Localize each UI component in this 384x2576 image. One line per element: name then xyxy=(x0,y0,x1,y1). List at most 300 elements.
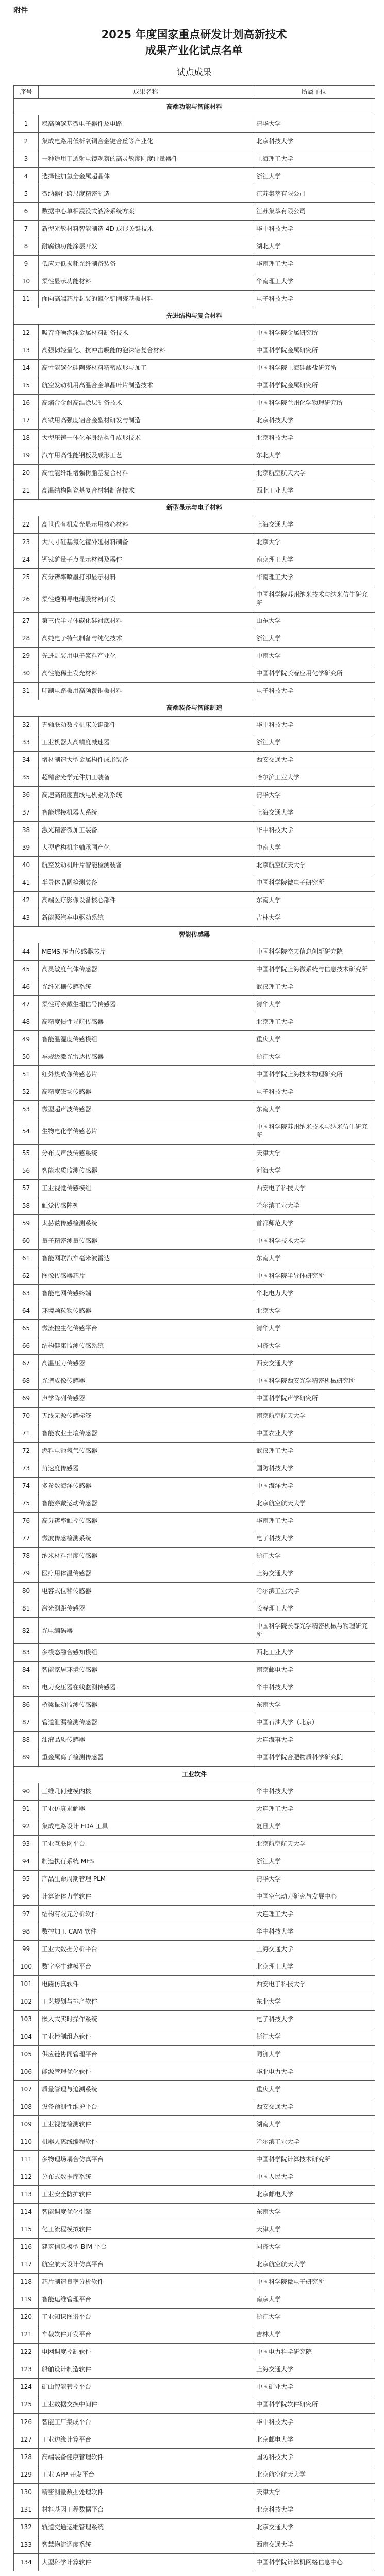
row-index: 114 xyxy=(14,2204,39,2221)
row-index: 65 xyxy=(14,1320,39,1337)
table-row xyxy=(14,516,375,534)
column-header-unit: 所属单位 xyxy=(253,86,375,99)
table-row xyxy=(14,1853,375,1871)
affiliation: 中国科学院微电子研究所 xyxy=(253,874,375,892)
row-index: 113 xyxy=(14,2186,39,2204)
achievement-name: 产品生命周期管理 PLM xyxy=(39,1871,253,1888)
affiliation: 浙江大学 xyxy=(253,630,375,648)
achievement-name: 集成电路用低析氧铜合金键合丝等产业化 xyxy=(39,133,253,150)
row-index: 47 xyxy=(14,996,39,1013)
affiliation: 华南理工大学 xyxy=(253,1513,375,1530)
achievement-name: 数字孪生建模平台 xyxy=(39,1958,253,1976)
affiliation: 中国农业大学 xyxy=(253,1425,375,1443)
affiliation: 重庆大学 xyxy=(253,1031,375,1048)
title-line-2: 成果产业化试点名单 xyxy=(145,44,243,57)
achievement-name: 工业 APP 开发平台 xyxy=(39,2466,253,2484)
affiliation: 中国科学院上海技术物理研究所 xyxy=(253,1066,375,1083)
row-index: 67 xyxy=(14,1355,39,1372)
row-index: 86 xyxy=(14,1697,39,1714)
column-header-index: 序号 xyxy=(14,86,39,99)
affiliation: 电子科技大学 xyxy=(253,683,375,700)
row-index: 89 xyxy=(14,1749,39,1767)
achievement-name: 量子精密测量传感器 xyxy=(39,1232,253,1250)
achievement-name: 吸音降噪泡沫金属材料制备技术 xyxy=(39,325,253,342)
row-index: 106 xyxy=(14,2063,39,2081)
table-row xyxy=(14,291,375,308)
affiliation: 中国科学院金属研究所 xyxy=(253,377,375,395)
affiliation: 电子科技大学 xyxy=(253,1530,375,1548)
table-row xyxy=(14,1285,375,1302)
affiliation: 北京航空航天大学 xyxy=(253,2466,375,2484)
table-row xyxy=(14,1513,375,1530)
achievement-name: 燃料电池氢气传感器 xyxy=(39,1443,253,1460)
table-row xyxy=(14,1958,375,1976)
achievement-name: 供应链协同管理平台 xyxy=(39,2046,253,2063)
achievement-name: 高分辨率触控传感器 xyxy=(39,1513,253,1530)
affiliation: 西南交通大学 xyxy=(253,2536,375,2554)
row-index: 57 xyxy=(14,1180,39,1197)
row-index: 71 xyxy=(14,1425,39,1443)
achievement-name: 高温结构陶瓷基复合材料制备技术 xyxy=(39,482,253,500)
row-index: 101 xyxy=(14,1976,39,1993)
row-index: 94 xyxy=(14,1853,39,1871)
table-row xyxy=(14,325,375,342)
achievement-name: 嵌入式实时操作系统 xyxy=(39,2011,253,2028)
affiliation: 大连海事大学 xyxy=(253,1732,375,1749)
row-index: 70 xyxy=(14,1408,39,1425)
affiliation: 浙江大学 xyxy=(253,168,375,185)
table-row xyxy=(14,2449,375,2466)
table-row xyxy=(14,1320,375,1337)
achievement-name: 工业边缘计算平台 xyxy=(39,2431,253,2449)
row-index: 95 xyxy=(14,1871,39,1888)
achievement-name: 智能家居环境传感器 xyxy=(39,1662,253,1679)
affiliation: 西北工业大学 xyxy=(253,1644,375,1662)
row-index: 54 xyxy=(14,1118,39,1145)
row-index: 30 xyxy=(14,665,39,683)
row-index: 52 xyxy=(14,1083,39,1101)
affiliation: 重庆大学 xyxy=(253,2081,375,2098)
affiliation: 中南大学 xyxy=(253,839,375,857)
achievement-name: 制造执行系统 MES xyxy=(39,1853,253,1871)
row-index: 9 xyxy=(14,256,39,273)
table-row xyxy=(14,613,375,630)
table-row xyxy=(14,943,375,961)
row-index: 133 xyxy=(14,2536,39,2554)
row-index: 131 xyxy=(14,2501,39,2519)
row-index: 29 xyxy=(14,648,39,665)
achievement-name: 高世代有机发光显示用核心材料 xyxy=(39,516,253,534)
table-row xyxy=(14,857,375,874)
achievement-name: 医疗用体温传感器 xyxy=(39,1565,253,1583)
row-index: 7 xyxy=(14,221,39,238)
affiliation: 南京大学 xyxy=(253,2291,375,2309)
table-row xyxy=(14,1618,375,1644)
table-body xyxy=(14,99,375,2571)
table-row xyxy=(14,395,375,412)
row-index: 122 xyxy=(14,2344,39,2361)
achievement-name: 第三代半导体碳化硅衬底材料 xyxy=(39,613,253,630)
affiliation: 上海交通大学 xyxy=(253,1565,375,1583)
row-index: 28 xyxy=(14,630,39,648)
table-row xyxy=(14,1871,375,1888)
table-row xyxy=(14,2291,375,2309)
table-row xyxy=(14,2326,375,2344)
table-row xyxy=(14,482,375,500)
achievement-name: 高灵敏度气体传感器 xyxy=(39,961,253,978)
table-row xyxy=(14,221,375,238)
table-row xyxy=(14,168,375,185)
row-index: 110 xyxy=(14,2133,39,2151)
table-row xyxy=(14,1215,375,1232)
table-row xyxy=(14,1355,375,1372)
achievement-name: 大尺寸硅基氮化镓外延材料制备 xyxy=(39,534,253,551)
table-row xyxy=(14,2239,375,2256)
table-row xyxy=(14,551,375,569)
table-row xyxy=(14,1250,375,1267)
achievement-name: 工业控制组态软件 xyxy=(39,2028,253,2046)
achievement-name: 光电编码器 xyxy=(39,1618,253,1644)
achievement-name: 无线无源传感标签 xyxy=(39,1408,253,1425)
achievement-name: 耐腐蚀功能涂层开发 xyxy=(39,238,253,256)
affiliation: 中国科学院半导体研究所 xyxy=(253,1267,375,1285)
affiliation: 国防科技大学 xyxy=(253,2449,375,2466)
achievement-name: 触觉传感阵列 xyxy=(39,1197,253,1215)
achievement-name: 高性能稀土发光材料 xyxy=(39,665,253,683)
affiliation: 北京理工大学 xyxy=(253,1958,375,1976)
affiliation: 哈尔滨工业大学 xyxy=(253,769,375,787)
achievement-name: 低应力低损耗光纤制备装备 xyxy=(39,256,253,273)
row-index: 128 xyxy=(14,2449,39,2466)
row-index: 108 xyxy=(14,2098,39,2116)
row-index: 63 xyxy=(14,1285,39,1302)
row-index: 73 xyxy=(14,1460,39,1478)
achievement-name: 轨道交通运维管理系统 xyxy=(39,2519,253,2536)
row-index: 53 xyxy=(14,1101,39,1118)
table-row xyxy=(14,2116,375,2133)
affiliation: 长春理工大学 xyxy=(253,1600,375,1618)
table-row xyxy=(14,1993,375,2011)
row-index: 33 xyxy=(14,734,39,752)
affiliation: 华南理工大学 xyxy=(253,273,375,291)
affiliation: 北京邮电大学 xyxy=(253,2431,375,2449)
achievement-name: 多物理场耦合仿真平台 xyxy=(39,2151,253,2168)
table-section-row xyxy=(14,1767,375,1783)
table-row xyxy=(14,1443,375,1460)
table-row xyxy=(14,2151,375,2168)
table-row xyxy=(14,1530,375,1548)
achievement-name: 工业数据交换中间件 xyxy=(39,2396,253,2414)
affiliation: 东南大学 xyxy=(253,2204,375,2221)
affiliation: 中国科学院合肥物质科学研究院 xyxy=(253,1749,375,1767)
affiliation: 天津大学 xyxy=(253,2221,375,2239)
table-row xyxy=(14,1495,375,1513)
affiliation: 天津大学 xyxy=(253,1145,375,1162)
achievement-name: 建筑信息模型 BIM 平台 xyxy=(39,2239,253,2256)
achievement-name: 桥梁振动监测传感器 xyxy=(39,1697,253,1714)
achievement-name: 管道泄漏检测传感器 xyxy=(39,1714,253,1732)
achievement-name: 五轴联动数控机床关键部件 xyxy=(39,717,253,734)
row-index: 83 xyxy=(14,1644,39,1662)
affiliation: 大连理工大学 xyxy=(253,1801,375,1818)
affiliation: 中国科学院西安光学精密机械研究所 xyxy=(253,1372,375,1390)
affiliation: 江苏集萃有限公司 xyxy=(253,185,375,203)
table-row xyxy=(14,1697,375,1714)
affiliation: 上海理工大学 xyxy=(253,150,375,168)
affiliation: 东北大学 xyxy=(253,1993,375,2011)
affiliation: 中国科学院苏州纳米技术与纳米仿生研究所 xyxy=(253,1118,375,1145)
table-row xyxy=(14,804,375,822)
affiliation: 华中科技大学 xyxy=(253,717,375,734)
achievement-name: 化工流程模拟软件 xyxy=(39,2221,253,2239)
table-row xyxy=(14,2168,375,2186)
achievement-name: 能源管理优化软件 xyxy=(39,2063,253,2081)
row-index: 82 xyxy=(14,1618,39,1644)
row-index: 45 xyxy=(14,961,39,978)
table-row xyxy=(14,2396,375,2414)
row-index: 88 xyxy=(14,1732,39,1749)
affiliation: 华北电力大学 xyxy=(253,2063,375,2081)
row-index: 119 xyxy=(14,2291,39,2309)
table-row xyxy=(14,1801,375,1818)
achievement-name: 智能运维管理平台 xyxy=(39,2291,253,2309)
achievement-name: 智能网联汽车毫米波雷达 xyxy=(39,1250,253,1267)
table-row xyxy=(14,1145,375,1162)
affiliation: 上海交通大学 xyxy=(253,1941,375,1958)
row-index: 23 xyxy=(14,534,39,551)
row-index: 18 xyxy=(14,430,39,447)
affiliation: 中国科学院兰州化学物理研究所 xyxy=(253,395,375,412)
achievement-name: 电磁仿真软件 xyxy=(39,1976,253,1993)
achievement-name: 高铁用高强度铝合金型材研发与制造 xyxy=(39,412,253,430)
affiliation: 复旦大学 xyxy=(253,1818,375,1836)
table-row xyxy=(14,2344,375,2361)
row-index: 129 xyxy=(14,2466,39,2484)
section-title: 高端功能与智能材料 xyxy=(14,99,375,115)
row-index: 26 xyxy=(14,586,39,613)
table-row xyxy=(14,1267,375,1285)
row-index: 85 xyxy=(14,1679,39,1697)
affiliation: 东南大学 xyxy=(253,892,375,909)
row-index: 80 xyxy=(14,1583,39,1600)
table-row xyxy=(14,2274,375,2291)
row-index: 77 xyxy=(14,1530,39,1548)
affiliation: 大连理工大学 xyxy=(253,1906,375,1923)
table-row xyxy=(14,430,375,447)
table-section-row xyxy=(14,500,375,516)
table-row xyxy=(14,1460,375,1478)
achievement-name: 智能电网传感终端 xyxy=(39,1285,253,1302)
affiliation: 清华大学 xyxy=(253,1320,375,1337)
row-index: 22 xyxy=(14,516,39,534)
row-index: 69 xyxy=(14,1390,39,1408)
row-index: 64 xyxy=(14,1302,39,1320)
document-title xyxy=(13,27,375,59)
row-index: 24 xyxy=(14,551,39,569)
affiliation: 中国科学院上海硅酸盐研究所 xyxy=(253,360,375,377)
achievement-name: 工业互联网平台 xyxy=(39,1836,253,1853)
table-row xyxy=(14,1565,375,1583)
affiliation: 中南大学 xyxy=(253,648,375,665)
affiliation: 清华大学 xyxy=(253,787,375,804)
affiliation: 北京邮电大学 xyxy=(253,2186,375,2204)
achievement-name: 计算流体力学软件 xyxy=(39,1888,253,1906)
row-index: 87 xyxy=(14,1714,39,1732)
achievement-name: 新型光敏材料智能制造 4D 成形关键技术 xyxy=(39,221,253,238)
row-index: 14 xyxy=(14,360,39,377)
achievement-name: 高端装备健康管理软件 xyxy=(39,2449,253,2466)
row-index: 97 xyxy=(14,1906,39,1923)
achievement-name: 大型科学计算软件 xyxy=(39,2554,253,2571)
row-index: 76 xyxy=(14,1513,39,1530)
title-line-1: 2025 年度国家重点研发计划高新技术 xyxy=(101,28,287,41)
achievement-name: 纳米材料湿度传感器 xyxy=(39,1548,253,1565)
affiliation: 武汉理工大学 xyxy=(253,1443,375,1460)
achievement-name: 工业大数据分析平台 xyxy=(39,1941,253,1958)
table-row xyxy=(14,665,375,683)
table-row xyxy=(14,1372,375,1390)
table-row xyxy=(14,273,375,291)
row-index: 125 xyxy=(14,2396,39,2414)
table-row xyxy=(14,1425,375,1443)
table-row xyxy=(14,2466,375,2484)
affiliation: 中国科学院软件研究所 xyxy=(253,2396,375,2414)
achievement-name: 一种适用于透射电镜观察的高灵敏度刚度计量器件 xyxy=(39,150,253,168)
affiliation: 中国科学院长春光学精密机械与物理研究所 xyxy=(253,1618,375,1644)
table-row xyxy=(14,2221,375,2239)
achievement-name: 设备预测性维护平台 xyxy=(39,2098,253,2116)
affiliation: 北京科技大学 xyxy=(253,2501,375,2519)
table-row xyxy=(14,839,375,857)
achievement-name: 航空航天设计仿真平台 xyxy=(39,2256,253,2274)
table-row xyxy=(14,115,375,133)
table-row xyxy=(14,1232,375,1250)
affiliation: 中国科学院上海微系统与信息技术研究所 xyxy=(253,961,375,978)
row-index: 118 xyxy=(14,2274,39,2291)
affiliation: 中国科学院长春应用化学研究所 xyxy=(253,665,375,683)
achievement-name: 面向高端芯片封装的氮化铝陶瓷基板材料 xyxy=(39,291,253,308)
affiliation: 哈尔滨工业大学 xyxy=(253,1197,375,1215)
row-index: 59 xyxy=(14,1215,39,1232)
affiliation: 中国海洋大学 xyxy=(253,1478,375,1495)
table-row xyxy=(14,2133,375,2151)
attachment-label: 附件 xyxy=(13,7,28,15)
affiliation: 吉林大学 xyxy=(253,2326,375,2344)
section-title: 工业软件 xyxy=(14,1767,375,1783)
section-title: 先进结构与复合材料 xyxy=(14,308,375,325)
column-header-name: 成果名称 xyxy=(39,86,253,99)
table-row xyxy=(14,2046,375,2063)
achievement-name: 太赫兹传感检测系统 xyxy=(39,1215,253,1232)
affiliation: 南京邮电大学 xyxy=(253,1662,375,1679)
affiliation: 华南理工大学 xyxy=(253,569,375,586)
table-row xyxy=(14,1923,375,1941)
affiliation: 中国石油大学（北京） xyxy=(253,1714,375,1732)
affiliation: 北京科技大学 xyxy=(253,412,375,430)
affiliation: 浙江大学 xyxy=(253,1853,375,1871)
table-row xyxy=(14,1013,375,1031)
achievement-name: 高熵合金耐高温涂层制备技术 xyxy=(39,395,253,412)
achievement-name: 机器人离线编程软件 xyxy=(39,2133,253,2151)
achievement-name: 生物电化学传感芯片 xyxy=(39,1118,253,1145)
table-row xyxy=(14,2063,375,2081)
row-index: 62 xyxy=(14,1267,39,1285)
table-row xyxy=(14,1888,375,1906)
table-row xyxy=(14,1714,375,1732)
table-row xyxy=(14,752,375,769)
affiliation: 北京航空航天大学 xyxy=(253,465,375,482)
affiliation: 首都师范大学 xyxy=(253,1215,375,1232)
achievement-name: 高端医疗影像设备核心部件 xyxy=(39,892,253,909)
table-row xyxy=(14,447,375,465)
achievement-name: 数控加工 CAM 软件 xyxy=(39,1923,253,1941)
affiliation: 北京科技大学 xyxy=(253,133,375,150)
row-index: 49 xyxy=(14,1031,39,1048)
achievement-name: 红外热成像传感芯片 xyxy=(39,1066,253,1083)
achievement-name: 柔性显示功能材料 xyxy=(39,273,253,291)
achievement-name: 高强韧轻量化、抗冲击吸能的泡沫铝复合材料 xyxy=(39,342,253,360)
table-row xyxy=(14,2501,375,2519)
row-index: 74 xyxy=(14,1478,39,1495)
affiliation: 中国科学院苏州纳米技术与纳米仿生研究所 xyxy=(253,586,375,613)
affiliation: 中国矿业大学 xyxy=(253,2379,375,2396)
row-index: 109 xyxy=(14,2116,39,2133)
section-title: 高端装备与智能制造 xyxy=(14,700,375,717)
row-index: 15 xyxy=(14,377,39,395)
achievement-name: 分布式声波传感系统 xyxy=(39,1145,253,1162)
row-index: 39 xyxy=(14,839,39,857)
table-row xyxy=(14,534,375,551)
affiliation: 浙江大学 xyxy=(253,734,375,752)
achievement-name: 高分辨率喷墨打印显示材料 xyxy=(39,569,253,586)
affiliation: 中国科学院金属研究所 xyxy=(253,342,375,360)
row-index: 37 xyxy=(14,804,39,822)
table-row xyxy=(14,1583,375,1600)
row-index: 6 xyxy=(14,203,39,221)
achievement-name: 光谱成像传感器 xyxy=(39,1372,253,1390)
row-index: 34 xyxy=(14,752,39,769)
achievement-name: 船舶设计制造软件 xyxy=(39,2361,253,2379)
affiliation: 北京航空航天大学 xyxy=(253,857,375,874)
affiliation: 浙江大学 xyxy=(253,2309,375,2326)
row-index: 17 xyxy=(14,412,39,430)
row-index: 124 xyxy=(14,2379,39,2396)
affiliation: 上海交通大学 xyxy=(253,516,375,534)
row-index: 93 xyxy=(14,1836,39,1853)
achievement-name: 高精度惯性导航传感器 xyxy=(39,1013,253,1031)
table-row xyxy=(14,1048,375,1066)
table-row xyxy=(14,961,375,978)
affiliation: 华北电力大学 xyxy=(253,1285,375,1302)
affiliation: 华中科技大学 xyxy=(253,221,375,238)
row-index: 16 xyxy=(14,395,39,412)
table-row xyxy=(14,2519,375,2536)
achievement-name: 智能穿戴运动传感器 xyxy=(39,1495,253,1513)
row-index: 66 xyxy=(14,1337,39,1355)
row-index: 61 xyxy=(14,1250,39,1267)
affiliation: 电子科技大学 xyxy=(253,291,375,308)
table-row xyxy=(14,822,375,839)
table-row xyxy=(14,465,375,482)
row-index: 1 xyxy=(14,115,39,133)
affiliation: 清华大学 xyxy=(253,1871,375,1888)
affiliation: 哈尔滨工业大学 xyxy=(253,1583,375,1600)
affiliation: 北京大学 xyxy=(253,534,375,551)
row-index: 132 xyxy=(14,2519,39,2536)
row-index: 130 xyxy=(14,2484,39,2501)
achievement-name: 智能工厂集成平台 xyxy=(39,2414,253,2431)
row-index: 90 xyxy=(14,1783,39,1801)
